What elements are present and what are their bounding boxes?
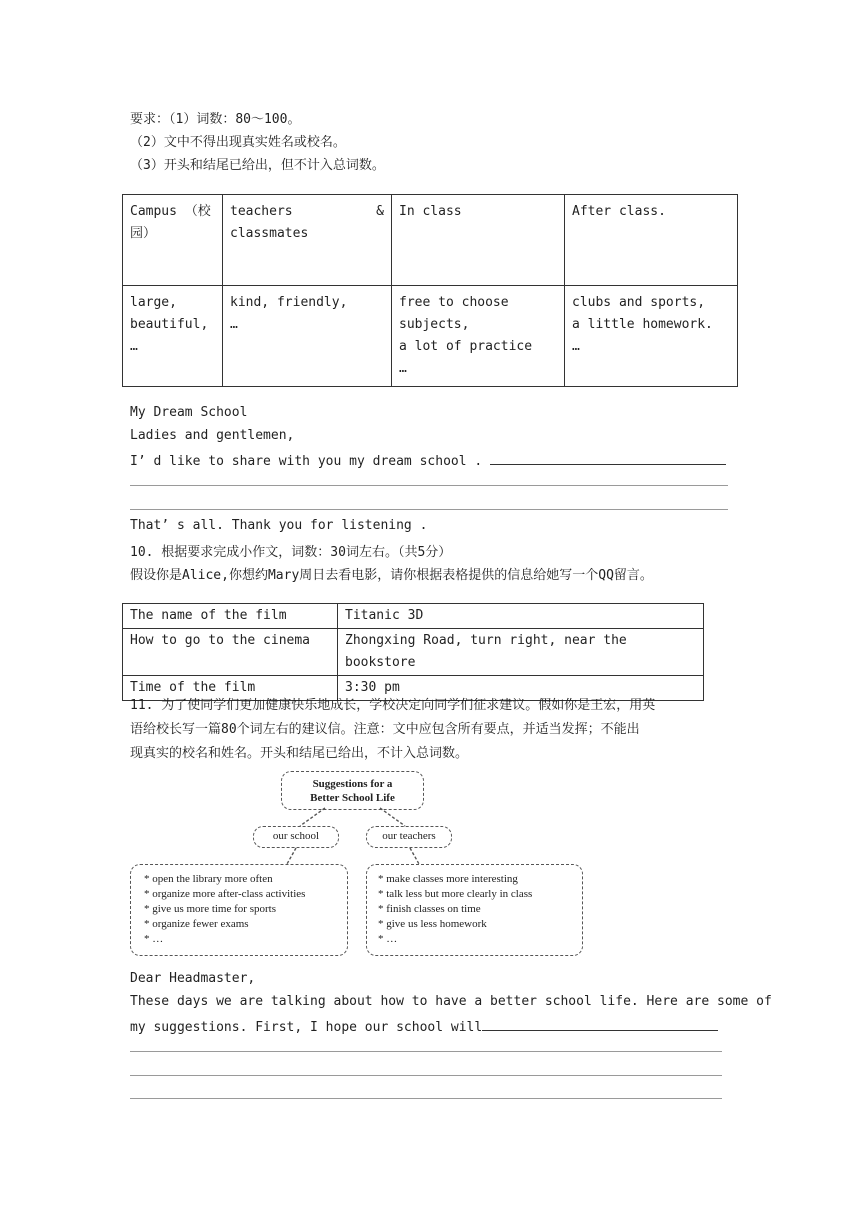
cell-after-class: clubs and sports, a little homework. … — [565, 286, 738, 387]
requirement-line-1: 要求：（1）词数：80～100。 — [130, 112, 301, 127]
essay-closing: That’ s all. Thank you for listening . — [130, 518, 428, 533]
q10-prompt: 假设你是Alice,你想约Mary周日去看电影，请你根据表格提供的信息给她写一个QQ留言。 — [130, 568, 653, 583]
letter-greeting: Dear Headmaster, — [130, 971, 256, 986]
essay-opening-text: I’ d like to share with you my dream school . — [130, 454, 483, 469]
answer-line[interactable] — [130, 1098, 722, 1099]
list-item: * organize fewer exams — [144, 918, 249, 930]
list-item: * open the library more often — [144, 873, 273, 885]
list-item: * organize more after-class activities — [144, 888, 306, 900]
list-item: * … — [378, 933, 398, 945]
mindmap-branch-teachers: our teachers — [366, 826, 452, 848]
list-item: * talk less but more clearly in class — [378, 888, 533, 900]
cell-in-class: free to choose subjects, a lot of practice … — [392, 286, 565, 387]
essay-title: My Dream School — [130, 405, 248, 420]
time-label: Time of the film — [123, 676, 338, 701]
answer-blank[interactable] — [482, 1017, 718, 1031]
header-in-class: In class — [392, 195, 565, 286]
header-teachers: teachers & classmates — [223, 195, 392, 286]
list-item: * … — [144, 933, 164, 945]
time-value: 3:30 pm — [338, 676, 704, 701]
answer-line[interactable] — [130, 1051, 722, 1052]
film-label: The name of the film — [123, 604, 338, 629]
q11-line-1: 11. 为了使同学们更加健康快乐地成长，学校决定向同学们征求建议。假如你是王宏，用英 — [130, 698, 656, 713]
mindmap-teachers-list — [366, 864, 583, 956]
answer-line[interactable] — [130, 1075, 722, 1076]
film-value: Titanic 3D — [338, 604, 704, 629]
essay-greeting: Ladies and gentlemen, — [130, 428, 295, 443]
cell-teachers: kind, friendly, … — [223, 286, 392, 387]
header-campus: Campus （校园） — [123, 195, 223, 286]
requirement-line-3: （3）开头和结尾已给出，但不计入总词数。 — [130, 158, 385, 173]
letter-line-1: These days we are talking about how to have a better school life. Here are some of — [130, 994, 772, 1009]
cell-campus: large, beautiful, … — [123, 286, 223, 387]
route-value: Zhongxing Road, turn right, near the bookstore — [338, 629, 704, 676]
list-item: * make classes more interesting — [378, 873, 518, 885]
route-label: How to go to the cinema — [123, 629, 338, 676]
header-after-class: After class. — [565, 195, 738, 286]
mindmap-root: Suggestions for a Better School Life — [281, 771, 424, 810]
q11-line-3: 现真实的校名和姓名。开头和结尾已给出，不计入总词数。 — [130, 746, 469, 761]
letter-line-2 — [130, 1017, 718, 1035]
requirement-line-2: （2）文中不得出现真实姓名或校名。 — [130, 135, 346, 150]
mindmap-branch-school: our school — [253, 826, 339, 848]
q10-title: 10. 根据要求完成小作文，词数：30词左右。（共5分） — [130, 545, 452, 560]
list-item: * give us less homework — [378, 918, 487, 930]
letter-line-2-text: my suggestions. First, I hope our school will — [130, 1020, 483, 1035]
mindmap-school-list — [130, 864, 348, 956]
list-item: * finish classes on time — [378, 903, 481, 915]
list-item: * give us more time for sports — [144, 903, 276, 915]
q11-line-2: 语给校长写一篇80个词左右的建议信。注意：文中应包含所有要点，并适当发挥；不能出 — [130, 722, 640, 737]
